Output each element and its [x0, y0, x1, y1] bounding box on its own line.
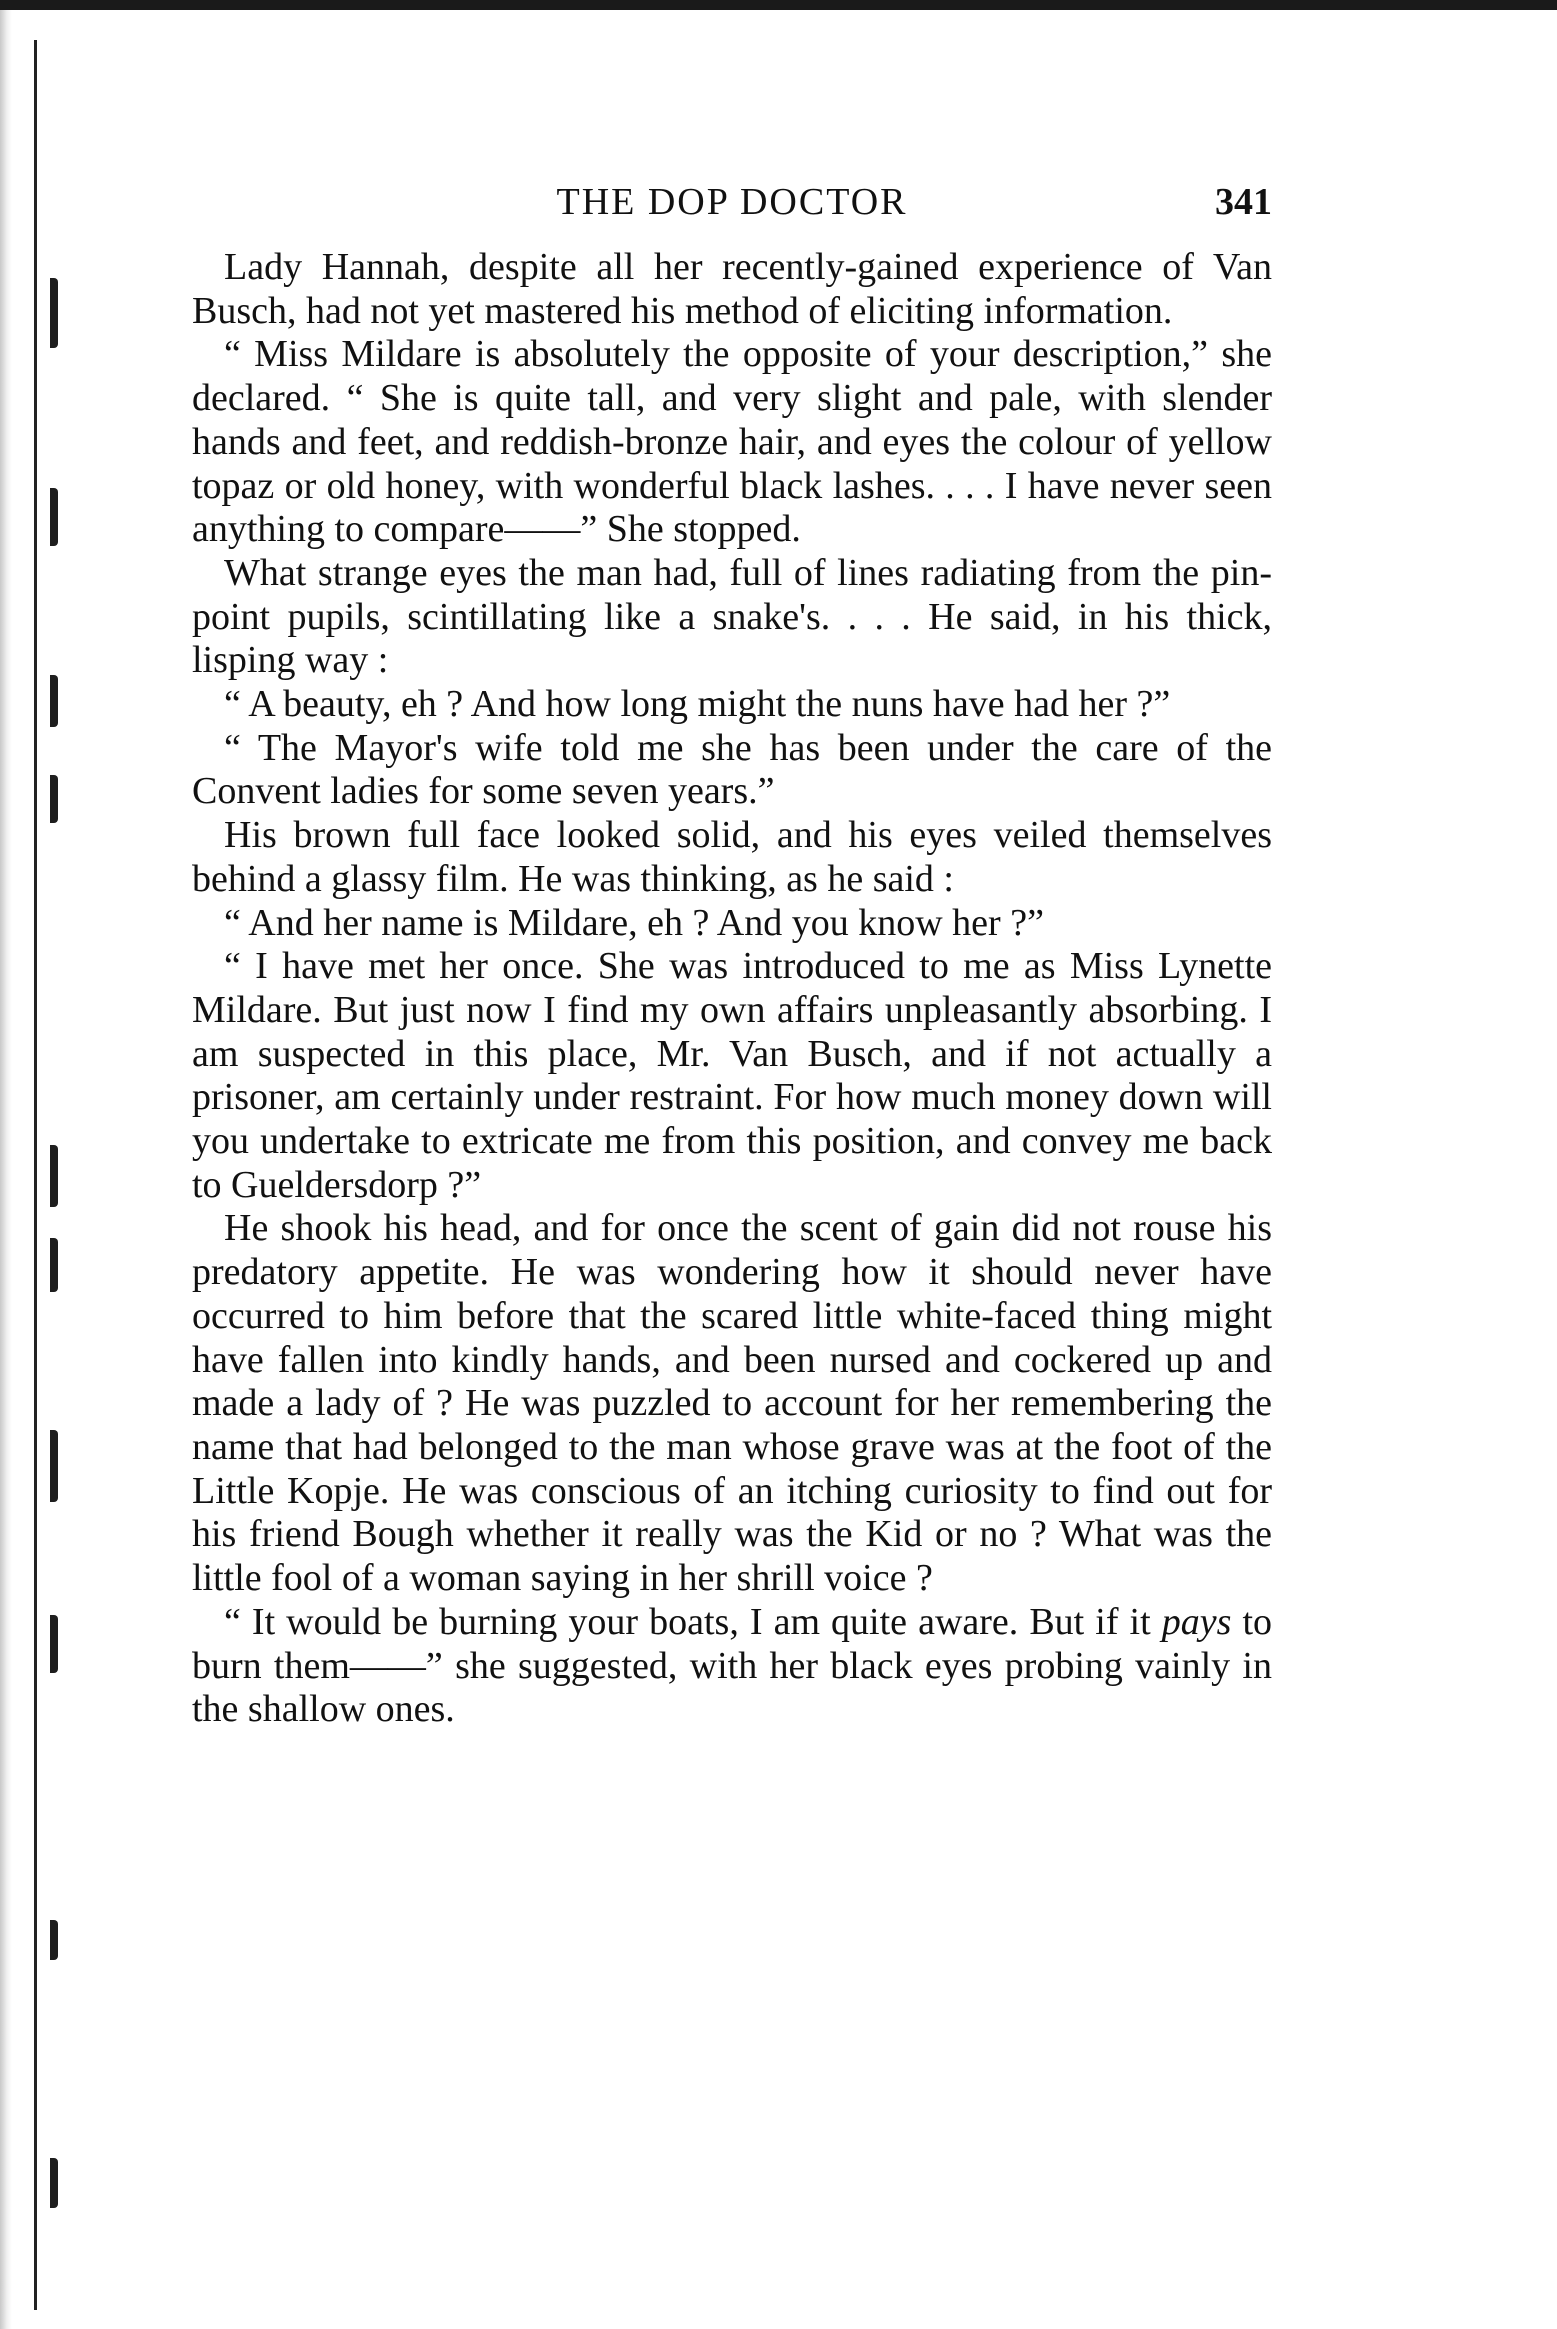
binding-mark: [50, 1920, 58, 1960]
paragraph-text: “ It would be burning your boats, I am quite aware. But if it: [224, 1600, 1162, 1643]
paragraph: “ I have met her once. She was introduced to me as Miss Lynette Mildare. But just now I find my own affairs unpleasantly absorbing. I am suspected in this place, Mr. Van Busch, and if not actually a prisoner, am certainly under restraint. For how much money down will you undertake to extricate me from this position, and convey me back to Gueldersdorp ?”: [192, 945, 1272, 1206]
paragraph-text: to burn them——” she suggested, with her black eyes probing vainly in the shallow ones.: [192, 1600, 1272, 1731]
paragraph-last: [192, 1601, 1272, 1732]
paragraph: “ And her name is Mildare, eh ? And you know her ?”: [224, 901, 1044, 944]
paragraph: “ A beauty, eh ? And how long might the nuns have had her ?”: [224, 683, 1171, 726]
paragraph: Lady Hannah, despite all her recently-gained experience of Van Busch, had not yet mastered his method of eliciting information.: [192, 246, 1272, 332]
binding-mark: [50, 675, 58, 727]
running-title: THE DOP DOCTOR: [556, 181, 908, 223]
binding-mark: [50, 278, 58, 348]
binding-mark: [50, 1145, 58, 1207]
binding-mark: [50, 2158, 58, 2208]
page-top-edge: [0, 0, 1557, 10]
paragraph: He shook his head, and for once the scent of gain did not rouse his predatory appetite. He was wondering how it should never have occurred to him before that the scared little white-faced thing might have fallen into kindly hands, and been nursed and cockered up and made a lady of ? He was puzzled to account for her remembering the name that had belonged to the man whose grave was at the foot of the Little Kopje. He was conscious of an itching curiosity to find out for his friend Bough whether it really was the Kid or no ? What was the little fool of a woman saying in her shrill voice ?: [192, 1207, 1272, 1600]
page-binding-gutter: [0, 10, 58, 2329]
running-head: [192, 180, 1272, 240]
binding-mark: [50, 775, 58, 823]
binding-mark: [50, 1238, 58, 1292]
binding-mark: [50, 1430, 58, 1502]
binding-mark: [50, 1615, 58, 1673]
paragraph: His brown full face looked solid, and his eyes veiled themselves behind a glassy film. He was thinking, as he said :: [192, 814, 1272, 900]
binding-mark: [50, 488, 58, 546]
body-text: [192, 246, 1272, 1732]
paragraph: “ The Mayor's wife told me she has been under the care of the Convent ladies for some seven years.”: [192, 726, 1272, 813]
binding-line: [34, 40, 37, 2310]
paragraph: “ Miss Mildare is absolutely the opposite of your description,” she declared. “ She is quite tall, and very slight and pale, with slender hands and feet, and reddish-bronze hair, and eyes the colour of yellow topaz or old honey, with wonderful black lashes. . . . I have never seen anything to compare——” She stopped.: [192, 333, 1272, 551]
page-number: 341: [1215, 181, 1272, 223]
italic-emphasis: pays: [1161, 1600, 1232, 1643]
paragraph: What strange eyes the man had, full of lines radiating from the pin-point pupils, scintillating like a snake's. . . . He said, in his thick, lisping way :: [192, 551, 1272, 682]
book-page: [192, 180, 1272, 1732]
